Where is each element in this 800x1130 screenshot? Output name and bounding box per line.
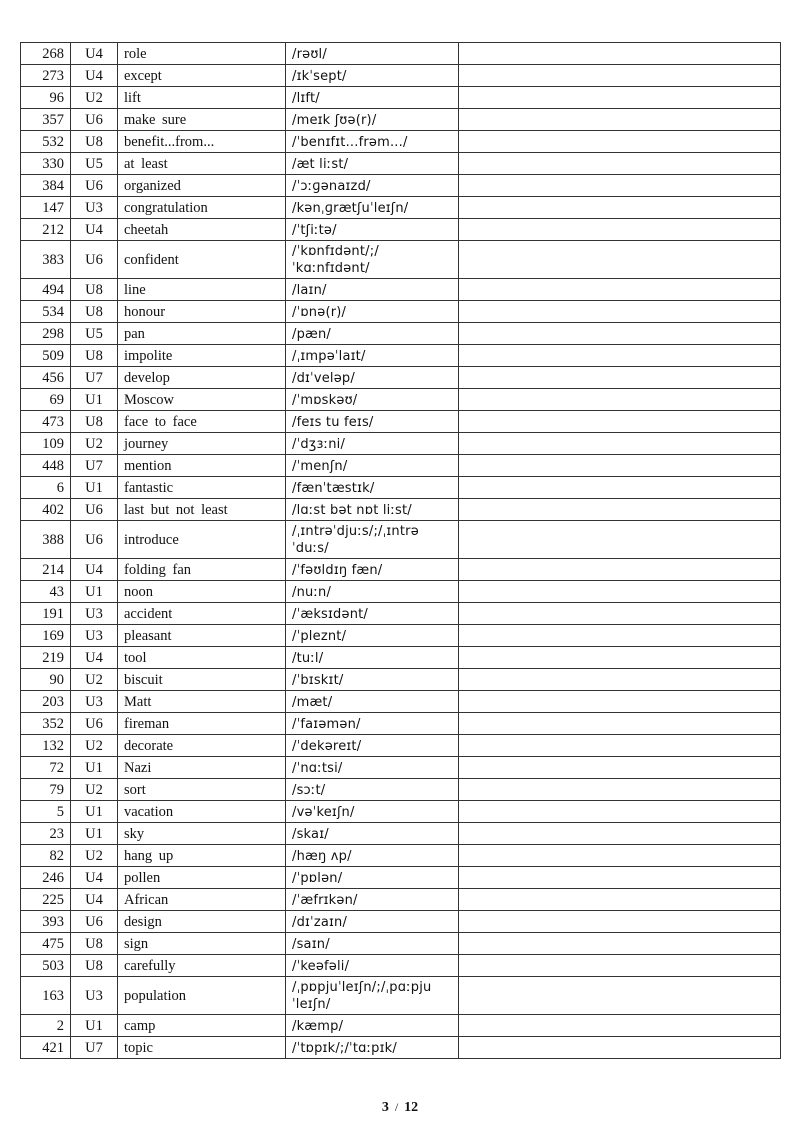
table-row xyxy=(21,87,781,109)
blank-cell xyxy=(459,175,781,197)
blank-cell xyxy=(459,603,781,625)
pronunciation-cell: /feɪs tu feɪs/ xyxy=(286,411,459,433)
word-cell: last but not least xyxy=(118,499,286,521)
word-cell: benefit...from... xyxy=(118,131,286,153)
pronunciation-cell: /ˌɪntrəˈdjuːs/;/ˌɪntrəˈduːs/ xyxy=(286,521,459,559)
blank-cell xyxy=(459,911,781,933)
table-row xyxy=(21,367,781,389)
word-cell: biscuit xyxy=(118,669,286,691)
unit-cell: U1 xyxy=(71,477,118,499)
entry-number-cell: 203 xyxy=(21,691,71,713)
table-row xyxy=(21,411,781,433)
unit-cell: U5 xyxy=(71,323,118,345)
blank-cell xyxy=(459,241,781,279)
entry-number-cell: 72 xyxy=(21,757,71,779)
table-row xyxy=(21,153,781,175)
word-cell: decorate xyxy=(118,735,286,757)
blank-cell xyxy=(459,279,781,301)
pronunciation-cell: /mæt/ xyxy=(286,691,459,713)
entry-number-cell: 147 xyxy=(21,197,71,219)
unit-cell: U2 xyxy=(71,779,118,801)
unit-cell: U1 xyxy=(71,1015,118,1037)
unit-cell: U6 xyxy=(71,521,118,559)
blank-cell xyxy=(459,131,781,153)
pronunciation-cell: /hæŋ ʌp/ xyxy=(286,845,459,867)
blank-cell xyxy=(459,1015,781,1037)
pronunciation-cell: /ˈæfrɪkən/ xyxy=(286,889,459,911)
unit-cell: U5 xyxy=(71,153,118,175)
entry-number-cell: 69 xyxy=(21,389,71,411)
entry-number-cell: 2 xyxy=(21,1015,71,1037)
pronunciation-cell: /ˈmɒskəʊ/ xyxy=(286,389,459,411)
unit-cell: U6 xyxy=(71,713,118,735)
pronunciation-cell: /ˈɔːɡənaɪzd/ xyxy=(286,175,459,197)
entry-number-cell: 421 xyxy=(21,1037,71,1059)
word-cell: design xyxy=(118,911,286,933)
table-row xyxy=(21,1037,781,1059)
entry-number-cell: 96 xyxy=(21,87,71,109)
pronunciation-cell: /ˈkeəfəli/ xyxy=(286,955,459,977)
table-row xyxy=(21,301,781,323)
pronunciation-cell: /saɪn/ xyxy=(286,933,459,955)
word-cell: African xyxy=(118,889,286,911)
entry-number-cell: 357 xyxy=(21,109,71,131)
entry-number-cell: 534 xyxy=(21,301,71,323)
blank-cell xyxy=(459,647,781,669)
table-row xyxy=(21,581,781,603)
unit-cell: U8 xyxy=(71,279,118,301)
table-row xyxy=(21,691,781,713)
word-cell: folding fan xyxy=(118,559,286,581)
entry-number-cell: 212 xyxy=(21,219,71,241)
word-cell: camp xyxy=(118,1015,286,1037)
entry-number-cell: 214 xyxy=(21,559,71,581)
pronunciation-cell: /ˌpɒpjuˈleɪʃn/;/ˌpɑːpjuˈleɪʃn/ xyxy=(286,977,459,1015)
blank-cell xyxy=(459,499,781,521)
blank-cell xyxy=(459,669,781,691)
table-row xyxy=(21,867,781,889)
word-cell: population xyxy=(118,977,286,1015)
entry-number-cell: 532 xyxy=(21,131,71,153)
unit-cell: U6 xyxy=(71,109,118,131)
word-cell: hang up xyxy=(118,845,286,867)
pronunciation-cell: /ˈɒnə(r)/ xyxy=(286,301,459,323)
word-cell: confident xyxy=(118,241,286,279)
word-cell: pan xyxy=(118,323,286,345)
word-cell: line xyxy=(118,279,286,301)
blank-cell xyxy=(459,87,781,109)
entry-number-cell: 456 xyxy=(21,367,71,389)
pronunciation-cell: /ˈbɪskɪt/ xyxy=(286,669,459,691)
total-page-count: 12 xyxy=(404,1100,419,1115)
pronunciation-cell: /tuːl/ xyxy=(286,647,459,669)
vocabulary-table xyxy=(20,42,781,1059)
unit-cell: U8 xyxy=(71,301,118,323)
unit-cell: U8 xyxy=(71,345,118,367)
unit-cell: U3 xyxy=(71,625,118,647)
unit-cell: U7 xyxy=(71,1037,118,1059)
word-cell: accident xyxy=(118,603,286,625)
blank-cell xyxy=(459,521,781,559)
pronunciation-cell: /ˈdʒɜːni/ xyxy=(286,433,459,455)
unit-cell: U4 xyxy=(71,43,118,65)
entry-number-cell: 494 xyxy=(21,279,71,301)
pronunciation-cell: /ˈfaɪəmən/ xyxy=(286,713,459,735)
blank-cell xyxy=(459,779,781,801)
entry-number-cell: 402 xyxy=(21,499,71,521)
word-cell: journey xyxy=(118,433,286,455)
pronunciation-cell: /ˈnɑːtsi/ xyxy=(286,757,459,779)
blank-cell xyxy=(459,713,781,735)
table-row xyxy=(21,389,781,411)
table-row xyxy=(21,477,781,499)
blank-cell xyxy=(459,197,781,219)
pronunciation-cell: /ˈkɒnfɪdənt/;/ˈkɑːnfɪdənt/ xyxy=(286,241,459,279)
blank-cell xyxy=(459,801,781,823)
table-row xyxy=(21,65,781,87)
table-row xyxy=(21,521,781,559)
pronunciation-cell: /vəˈkeɪʃn/ xyxy=(286,801,459,823)
pronunciation-cell: /ˌɪmpəˈlaɪt/ xyxy=(286,345,459,367)
page-number xyxy=(0,1100,800,1116)
unit-cell: U7 xyxy=(71,455,118,477)
entry-number-cell: 246 xyxy=(21,867,71,889)
word-cell: carefully xyxy=(118,955,286,977)
entry-number-cell: 448 xyxy=(21,455,71,477)
current-page-number: 3 xyxy=(381,1100,389,1115)
table-row xyxy=(21,713,781,735)
unit-cell: U3 xyxy=(71,603,118,625)
entry-number-cell: 5 xyxy=(21,801,71,823)
entry-number-cell: 298 xyxy=(21,323,71,345)
table-row xyxy=(21,1015,781,1037)
pronunciation-cell: /ˈtʃiːtə/ xyxy=(286,219,459,241)
entry-number-cell: 393 xyxy=(21,911,71,933)
table-row xyxy=(21,197,781,219)
blank-cell xyxy=(459,389,781,411)
entry-number-cell: 169 xyxy=(21,625,71,647)
entry-number-cell: 475 xyxy=(21,933,71,955)
unit-cell: U3 xyxy=(71,977,118,1015)
word-cell: Moscow xyxy=(118,389,286,411)
table-row xyxy=(21,175,781,197)
blank-cell xyxy=(459,43,781,65)
unit-cell: U1 xyxy=(71,757,118,779)
blank-cell xyxy=(459,977,781,1015)
entry-number-cell: 163 xyxy=(21,977,71,1015)
entry-number-cell: 383 xyxy=(21,241,71,279)
unit-cell: U2 xyxy=(71,735,118,757)
unit-cell: U2 xyxy=(71,669,118,691)
entry-number-cell: 268 xyxy=(21,43,71,65)
pronunciation-cell: /pæn/ xyxy=(286,323,459,345)
entry-number-cell: 82 xyxy=(21,845,71,867)
unit-cell: U1 xyxy=(71,389,118,411)
unit-cell: U8 xyxy=(71,411,118,433)
pronunciation-cell: /laɪn/ xyxy=(286,279,459,301)
word-cell: pollen xyxy=(118,867,286,889)
word-cell: noon xyxy=(118,581,286,603)
pronunciation-cell: /meɪk ʃʊə(r)/ xyxy=(286,109,459,131)
entry-number-cell: 352 xyxy=(21,713,71,735)
blank-cell xyxy=(459,219,781,241)
unit-cell: U3 xyxy=(71,691,118,713)
blank-cell xyxy=(459,433,781,455)
table-row xyxy=(21,323,781,345)
blank-cell xyxy=(459,581,781,603)
table-row xyxy=(21,625,781,647)
page-number-separator: / xyxy=(394,1100,399,1114)
table-row xyxy=(21,279,781,301)
pronunciation-cell: /lɑːst bət nɒt liːst/ xyxy=(286,499,459,521)
unit-cell: U4 xyxy=(71,65,118,87)
table-row xyxy=(21,779,781,801)
unit-cell: U3 xyxy=(71,197,118,219)
word-cell: fantastic xyxy=(118,477,286,499)
blank-cell xyxy=(459,411,781,433)
blank-cell xyxy=(459,1037,781,1059)
blank-cell xyxy=(459,301,781,323)
word-cell: mention xyxy=(118,455,286,477)
word-cell: introduce xyxy=(118,521,286,559)
table-row xyxy=(21,433,781,455)
entry-number-cell: 43 xyxy=(21,581,71,603)
unit-cell: U8 xyxy=(71,933,118,955)
word-cell: at least xyxy=(118,153,286,175)
table-row xyxy=(21,955,781,977)
unit-cell: U4 xyxy=(71,867,118,889)
unit-cell: U6 xyxy=(71,175,118,197)
table-row xyxy=(21,933,781,955)
word-cell: organized xyxy=(118,175,286,197)
blank-cell xyxy=(459,367,781,389)
blank-cell xyxy=(459,559,781,581)
pronunciation-cell: /skaɪ/ xyxy=(286,823,459,845)
entry-number-cell: 330 xyxy=(21,153,71,175)
entry-number-cell: 225 xyxy=(21,889,71,911)
unit-cell: U4 xyxy=(71,559,118,581)
word-cell: sort xyxy=(118,779,286,801)
pronunciation-cell: /ˈæksɪdənt/ xyxy=(286,603,459,625)
pronunciation-cell: /sɔːt/ xyxy=(286,779,459,801)
pronunciation-cell: /fænˈtæstɪk/ xyxy=(286,477,459,499)
entry-number-cell: 509 xyxy=(21,345,71,367)
blank-cell xyxy=(459,691,781,713)
pronunciation-cell: /ˈpɒlən/ xyxy=(286,867,459,889)
entry-number-cell: 6 xyxy=(21,477,71,499)
unit-cell: U2 xyxy=(71,433,118,455)
blank-cell xyxy=(459,933,781,955)
pronunciation-cell: /kæmp/ xyxy=(286,1015,459,1037)
blank-cell xyxy=(459,153,781,175)
blank-cell xyxy=(459,345,781,367)
pronunciation-cell: /nuːn/ xyxy=(286,581,459,603)
entry-number-cell: 23 xyxy=(21,823,71,845)
word-cell: congratulation xyxy=(118,197,286,219)
pronunciation-cell: /dɪˈzaɪn/ xyxy=(286,911,459,933)
table-row xyxy=(21,603,781,625)
pronunciation-cell: /rəʊl/ xyxy=(286,43,459,65)
unit-cell: U1 xyxy=(71,823,118,845)
word-cell: role xyxy=(118,43,286,65)
entry-number-cell: 90 xyxy=(21,669,71,691)
pronunciation-cell: /ˈdekəreɪt/ xyxy=(286,735,459,757)
word-cell: cheetah xyxy=(118,219,286,241)
table-row xyxy=(21,345,781,367)
table-row xyxy=(21,735,781,757)
blank-cell xyxy=(459,109,781,131)
entry-number-cell: 109 xyxy=(21,433,71,455)
word-cell: Nazi xyxy=(118,757,286,779)
entry-number-cell: 473 xyxy=(21,411,71,433)
table-row xyxy=(21,757,781,779)
table-row xyxy=(21,647,781,669)
pronunciation-cell: /ɪkˈsept/ xyxy=(286,65,459,87)
blank-cell xyxy=(459,625,781,647)
table-row xyxy=(21,801,781,823)
table-row xyxy=(21,889,781,911)
entry-number-cell: 79 xyxy=(21,779,71,801)
unit-cell: U8 xyxy=(71,955,118,977)
unit-cell: U1 xyxy=(71,581,118,603)
table-row xyxy=(21,669,781,691)
word-cell: except xyxy=(118,65,286,87)
word-cell: pleasant xyxy=(118,625,286,647)
blank-cell xyxy=(459,735,781,757)
word-cell: face to face xyxy=(118,411,286,433)
unit-cell: U7 xyxy=(71,367,118,389)
blank-cell xyxy=(459,323,781,345)
unit-cell: U6 xyxy=(71,241,118,279)
unit-cell: U1 xyxy=(71,801,118,823)
blank-cell xyxy=(459,757,781,779)
unit-cell: U4 xyxy=(71,219,118,241)
entry-number-cell: 219 xyxy=(21,647,71,669)
unit-cell: U6 xyxy=(71,911,118,933)
word-cell: lift xyxy=(118,87,286,109)
table-row xyxy=(21,559,781,581)
table-row xyxy=(21,131,781,153)
entry-number-cell: 388 xyxy=(21,521,71,559)
word-cell: tool xyxy=(118,647,286,669)
word-cell: Matt xyxy=(118,691,286,713)
unit-cell: U2 xyxy=(71,87,118,109)
unit-cell: U2 xyxy=(71,845,118,867)
entry-number-cell: 503 xyxy=(21,955,71,977)
blank-cell xyxy=(459,867,781,889)
unit-cell: U4 xyxy=(71,647,118,669)
table-row xyxy=(21,241,781,279)
pronunciation-cell: /ˈpleznt/ xyxy=(286,625,459,647)
word-cell: fireman xyxy=(118,713,286,735)
pronunciation-cell: /ˈfəʊldɪŋ fæn/ xyxy=(286,559,459,581)
entry-number-cell: 132 xyxy=(21,735,71,757)
pronunciation-cell: /lɪft/ xyxy=(286,87,459,109)
blank-cell xyxy=(459,845,781,867)
word-cell: sign xyxy=(118,933,286,955)
pronunciation-cell: /kənˌɡrætʃuˈleɪʃn/ xyxy=(286,197,459,219)
unit-cell: U6 xyxy=(71,499,118,521)
word-cell: vacation xyxy=(118,801,286,823)
word-cell: honour xyxy=(118,301,286,323)
word-cell: develop xyxy=(118,367,286,389)
pronunciation-cell: /ˈtɒpɪk/;/ˈtɑːpɪk/ xyxy=(286,1037,459,1059)
word-cell: sky xyxy=(118,823,286,845)
entry-number-cell: 273 xyxy=(21,65,71,87)
word-cell: topic xyxy=(118,1037,286,1059)
table-row xyxy=(21,911,781,933)
entry-number-cell: 384 xyxy=(21,175,71,197)
table-row xyxy=(21,455,781,477)
table-row xyxy=(21,43,781,65)
entry-number-cell: 191 xyxy=(21,603,71,625)
table-row xyxy=(21,823,781,845)
word-cell: make sure xyxy=(118,109,286,131)
unit-cell: U8 xyxy=(71,131,118,153)
table-row xyxy=(21,977,781,1015)
blank-cell xyxy=(459,455,781,477)
table-row xyxy=(21,845,781,867)
blank-cell xyxy=(459,65,781,87)
pronunciation-cell: /æt liːst/ xyxy=(286,153,459,175)
table-row xyxy=(21,219,781,241)
pronunciation-cell: /ˈmenʃn/ xyxy=(286,455,459,477)
blank-cell xyxy=(459,955,781,977)
pronunciation-cell: /dɪˈveləp/ xyxy=(286,367,459,389)
vocabulary-table-body xyxy=(21,43,781,1059)
blank-cell xyxy=(459,889,781,911)
pronunciation-cell: /ˈbenɪfɪt...frəm.../ xyxy=(286,131,459,153)
table-row xyxy=(21,499,781,521)
blank-cell xyxy=(459,823,781,845)
unit-cell: U4 xyxy=(71,889,118,911)
table-row xyxy=(21,109,781,131)
blank-cell xyxy=(459,477,781,499)
word-cell: impolite xyxy=(118,345,286,367)
